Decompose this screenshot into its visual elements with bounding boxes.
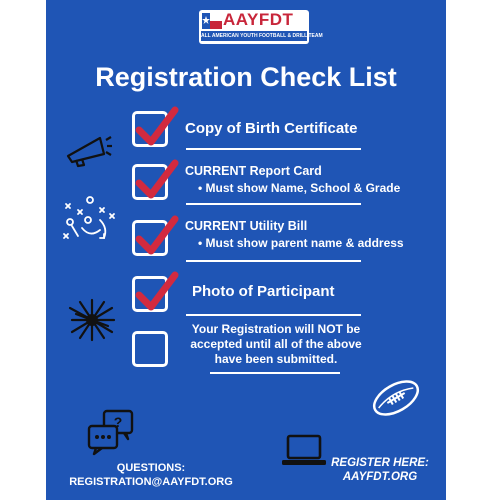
register-url[interactable]: AAYFDT.ORG [342,471,418,483]
register-label: REGISTER HERE: [331,457,429,469]
laptop-icon [280,433,328,469]
item-report-card: CURRENT Report Card [185,164,322,178]
questions-email[interactable]: REGISTRATION@AAYFDT.ORG [69,476,233,488]
divider [186,260,361,262]
checkbox-utility-bill[interactable] [132,220,168,256]
item-utility-bill: CURRENT Utility Bill [185,219,308,233]
registration-note [176,322,376,367]
item-photo: Photo of Participant [192,283,335,300]
checkbox-photo[interactable] [132,276,168,312]
item-report-card-detail: • Must show Name, School & Grade [198,181,401,195]
register-block [330,456,430,484]
divider [186,314,361,316]
aayfdt-logo [199,10,323,44]
divider [186,203,361,205]
checkmark-icon [133,269,179,315]
note-line-3: have been submitted. [214,352,338,366]
item-utility-bill-detail: • Must show parent name & address [198,236,404,250]
logo-brand: AAYFDT [223,10,294,29]
chat-bubbles-icon [86,408,136,456]
page-title: Registration Check List [95,62,397,92]
item-birth-certificate: Copy of Birth Certificate [185,120,358,137]
flyer [46,0,446,500]
svg-text:?: ? [113,414,123,430]
logo-tagline: ALL AMERICAN YOUTH FOOTBALL & DRILL TEAM [201,33,323,39]
checkbox-empty[interactable] [132,331,168,367]
report-card-detail-text: Must show Name, School & Grade [205,181,401,195]
questions-label: QUESTIONS: [116,462,186,474]
checkbox-birth-certificate[interactable] [132,111,168,147]
checkbox-report-card[interactable] [132,164,168,200]
utility-bill-detail-text: Must show parent name & address [205,236,404,250]
divider [186,148,361,150]
megaphone-icon [64,132,114,168]
note-line-2: accepted until all of the above [190,337,362,351]
checkmark-icon [133,104,179,150]
divider [210,372,340,374]
pompom-icon [66,298,118,342]
football-icon [368,376,424,420]
questions-block [66,461,236,489]
football-play-icon [60,194,124,244]
note-line-1: Your Registration will NOT be [191,322,361,336]
checkmark-icon [133,213,179,259]
checkmark-icon [133,157,179,203]
flag-icon [202,13,222,29]
